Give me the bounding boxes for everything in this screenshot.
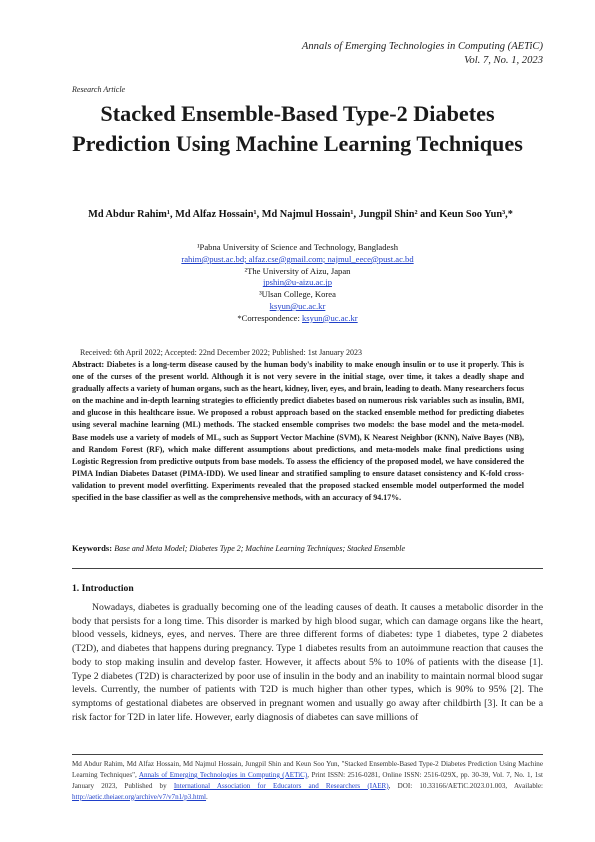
- introduction-body: [72, 601, 543, 724]
- keywords: [72, 543, 405, 553]
- abstract: [72, 359, 524, 504]
- footer-citation: Md Abdur Rahim, Md Alfaz Hossain, Md Najmul Hossain, Jungpil Shin and Keun Soo Yun, "Stacked Ensemble-Based Type-2 Diabetes Prediction Using Machine Learning Techniques",: [72, 760, 543, 779]
- keywords-label: Keywords:: [72, 543, 113, 553]
- footer-journal-link[interactable]: Annals of Emerging Technologies in Computing (AETiC): [138, 770, 308, 779]
- citation-footer: [72, 759, 543, 803]
- correspondence-email[interactable]: ksyun@uc.ac.kr: [302, 312, 358, 323]
- paper-title: Stacked Ensemble-Based Type-2 Diabetes Prediction Using Machine Learning Techniques: [72, 101, 523, 156]
- correspondence-label: *Correspondence:: [237, 312, 302, 323]
- keywords-text: Base and Meta Model; Diabetes Type 2; Machine Learning Techniques; Stacked Ensemble: [114, 544, 406, 553]
- affiliation-3: ³Ulsan College, Korea: [259, 289, 336, 300]
- abstract-label: Abstract:: [72, 360, 105, 369]
- introduction-paragraph: Nowadays, diabetes is gradually becoming one of the leading causes of death. It causes a metabolic disorder in the body that persists for a long time. This disorder is marked by high blood sugar, which can damage organs like the heart, blood vessels, kidneys, eyes, and nerves. There are three different forms of diabetes: type 1 diabetes, type 2 diabetes (T2D), and diabetes that happens during pregnancy. Type 1 diabetes results from an autoimmune reaction that causes the body to stop making insulin and develop faster. However, it affects about 5% to 10% of patients with the disease [1]. Type 2 diabetes (T2D) is characterized by poor use of insulin in the body and an inability to maintain normal blood sugar levels. Currently, the number of patients with T2D is much higher than other types, which is 90% to 95% [2]. The symptoms of gestational diabetes are observed in pregnant women and usually go away after childbirth [3]. It can be a risk factor for T2D in later life. However, early diagnosis of diabetes can save millions of: [72, 602, 543, 723]
- section-heading-introduction: 1. Introduction: [72, 583, 134, 594]
- author-list: Md Abdur Rahim¹, Md Alfaz Hossain¹, Md Najmul Hossain¹, Jungpil Shin² and Keun Soo Yun³,*: [88, 209, 513, 220]
- affiliation-1-emails[interactable]: rahim@pust.ac.bd; alfaz.cse@gmail.com; najmul_eece@pust.ac.bd: [181, 253, 414, 264]
- footer-doi: , DOI: 10.33166/AETiC.2023.01.003, Available:: [388, 781, 543, 790]
- correspondence: [0, 313, 595, 325]
- affiliation-2-email[interactable]: jpshin@u-aizu.ac.jp: [262, 277, 332, 288]
- abstract-text: Diabetes is a long-term disease caused by the human body's inability to make enough insulin or to use it properly. This is one of the curses of the present world. Although it is not very severe in the initial stage, over time, it takes a deadly shape and gradually affects a variety of human organs, such as the heart, kidney, liver, eyes, and brain, leading to death. Many researchers focus on the machine and in-depth learning strategies to efficiently predict diabetes based on numerous risk variables such as insulin, BMI, and glucose in this healthcare issue. We proposed a robust approach based on the stacked ensemble method for predicting diabetes using several machine learning (ML) methods. The stacked ensemble comprises two models: the base model and the meta-model. Base models use a variety of models of ML, such as Support Vector Machine (SVM), K Nearest Neighbor (KNN), Naïve Bayes (NB), and Random Forest (RF), which make different assumptions about predictions, and meta-models make final predictions using Logistic Regression from predictive outputs from base models. To assess the efficiency of the proposed model, we have considered the PIMA Indian Diabetes Dataset (PIMA-IDD). We used linear and stratified sampling to ensure dataset consistency and K-fold cross-validation to prevent model overfitting. Experiments revealed that the proposed stacked ensemble model outperformed the model specified in the base classifier as well as the comprehensive methods, with an accuracy of 94.17%.: [72, 360, 525, 503]
- footer-publisher-link[interactable]: International Association for Educators and Researchers (IAER): [173, 781, 389, 790]
- footer-end: .: [206, 792, 208, 801]
- footer-divider: [72, 754, 543, 755]
- article-dates: Received: 6th April 2022; Accepted: 22nd December 2022; Published: 1st January 2023: [80, 348, 362, 357]
- volume-issue: Vol. 7, No. 1, 2023: [464, 55, 543, 66]
- affiliation-3-email[interactable]: ksyun@uc.ac.kr: [269, 300, 326, 311]
- article-type: Research Article: [72, 85, 126, 94]
- affiliations: [0, 242, 595, 325]
- affiliation-1: ¹Pabna University of Science and Technology, Bangladesh: [196, 242, 398, 252]
- journal-name: Annals of Emerging Technologies in Computing (AETiC): [301, 41, 543, 52]
- footer-url-link[interactable]: http://aetic.theiaer.org/archive/v7/v7n1/p3.html: [72, 792, 207, 801]
- affiliation-2: ²The University of Aizu, Japan: [244, 265, 351, 276]
- journal-header: [302, 40, 543, 68]
- section-divider: [72, 568, 543, 569]
- footer-issn: , Print ISSN: 2516-0281, Online ISSN: 2516-029X, pp. 30-39, Vol. 7, No. 1, 1st January 2023, Published by: [72, 770, 543, 790]
